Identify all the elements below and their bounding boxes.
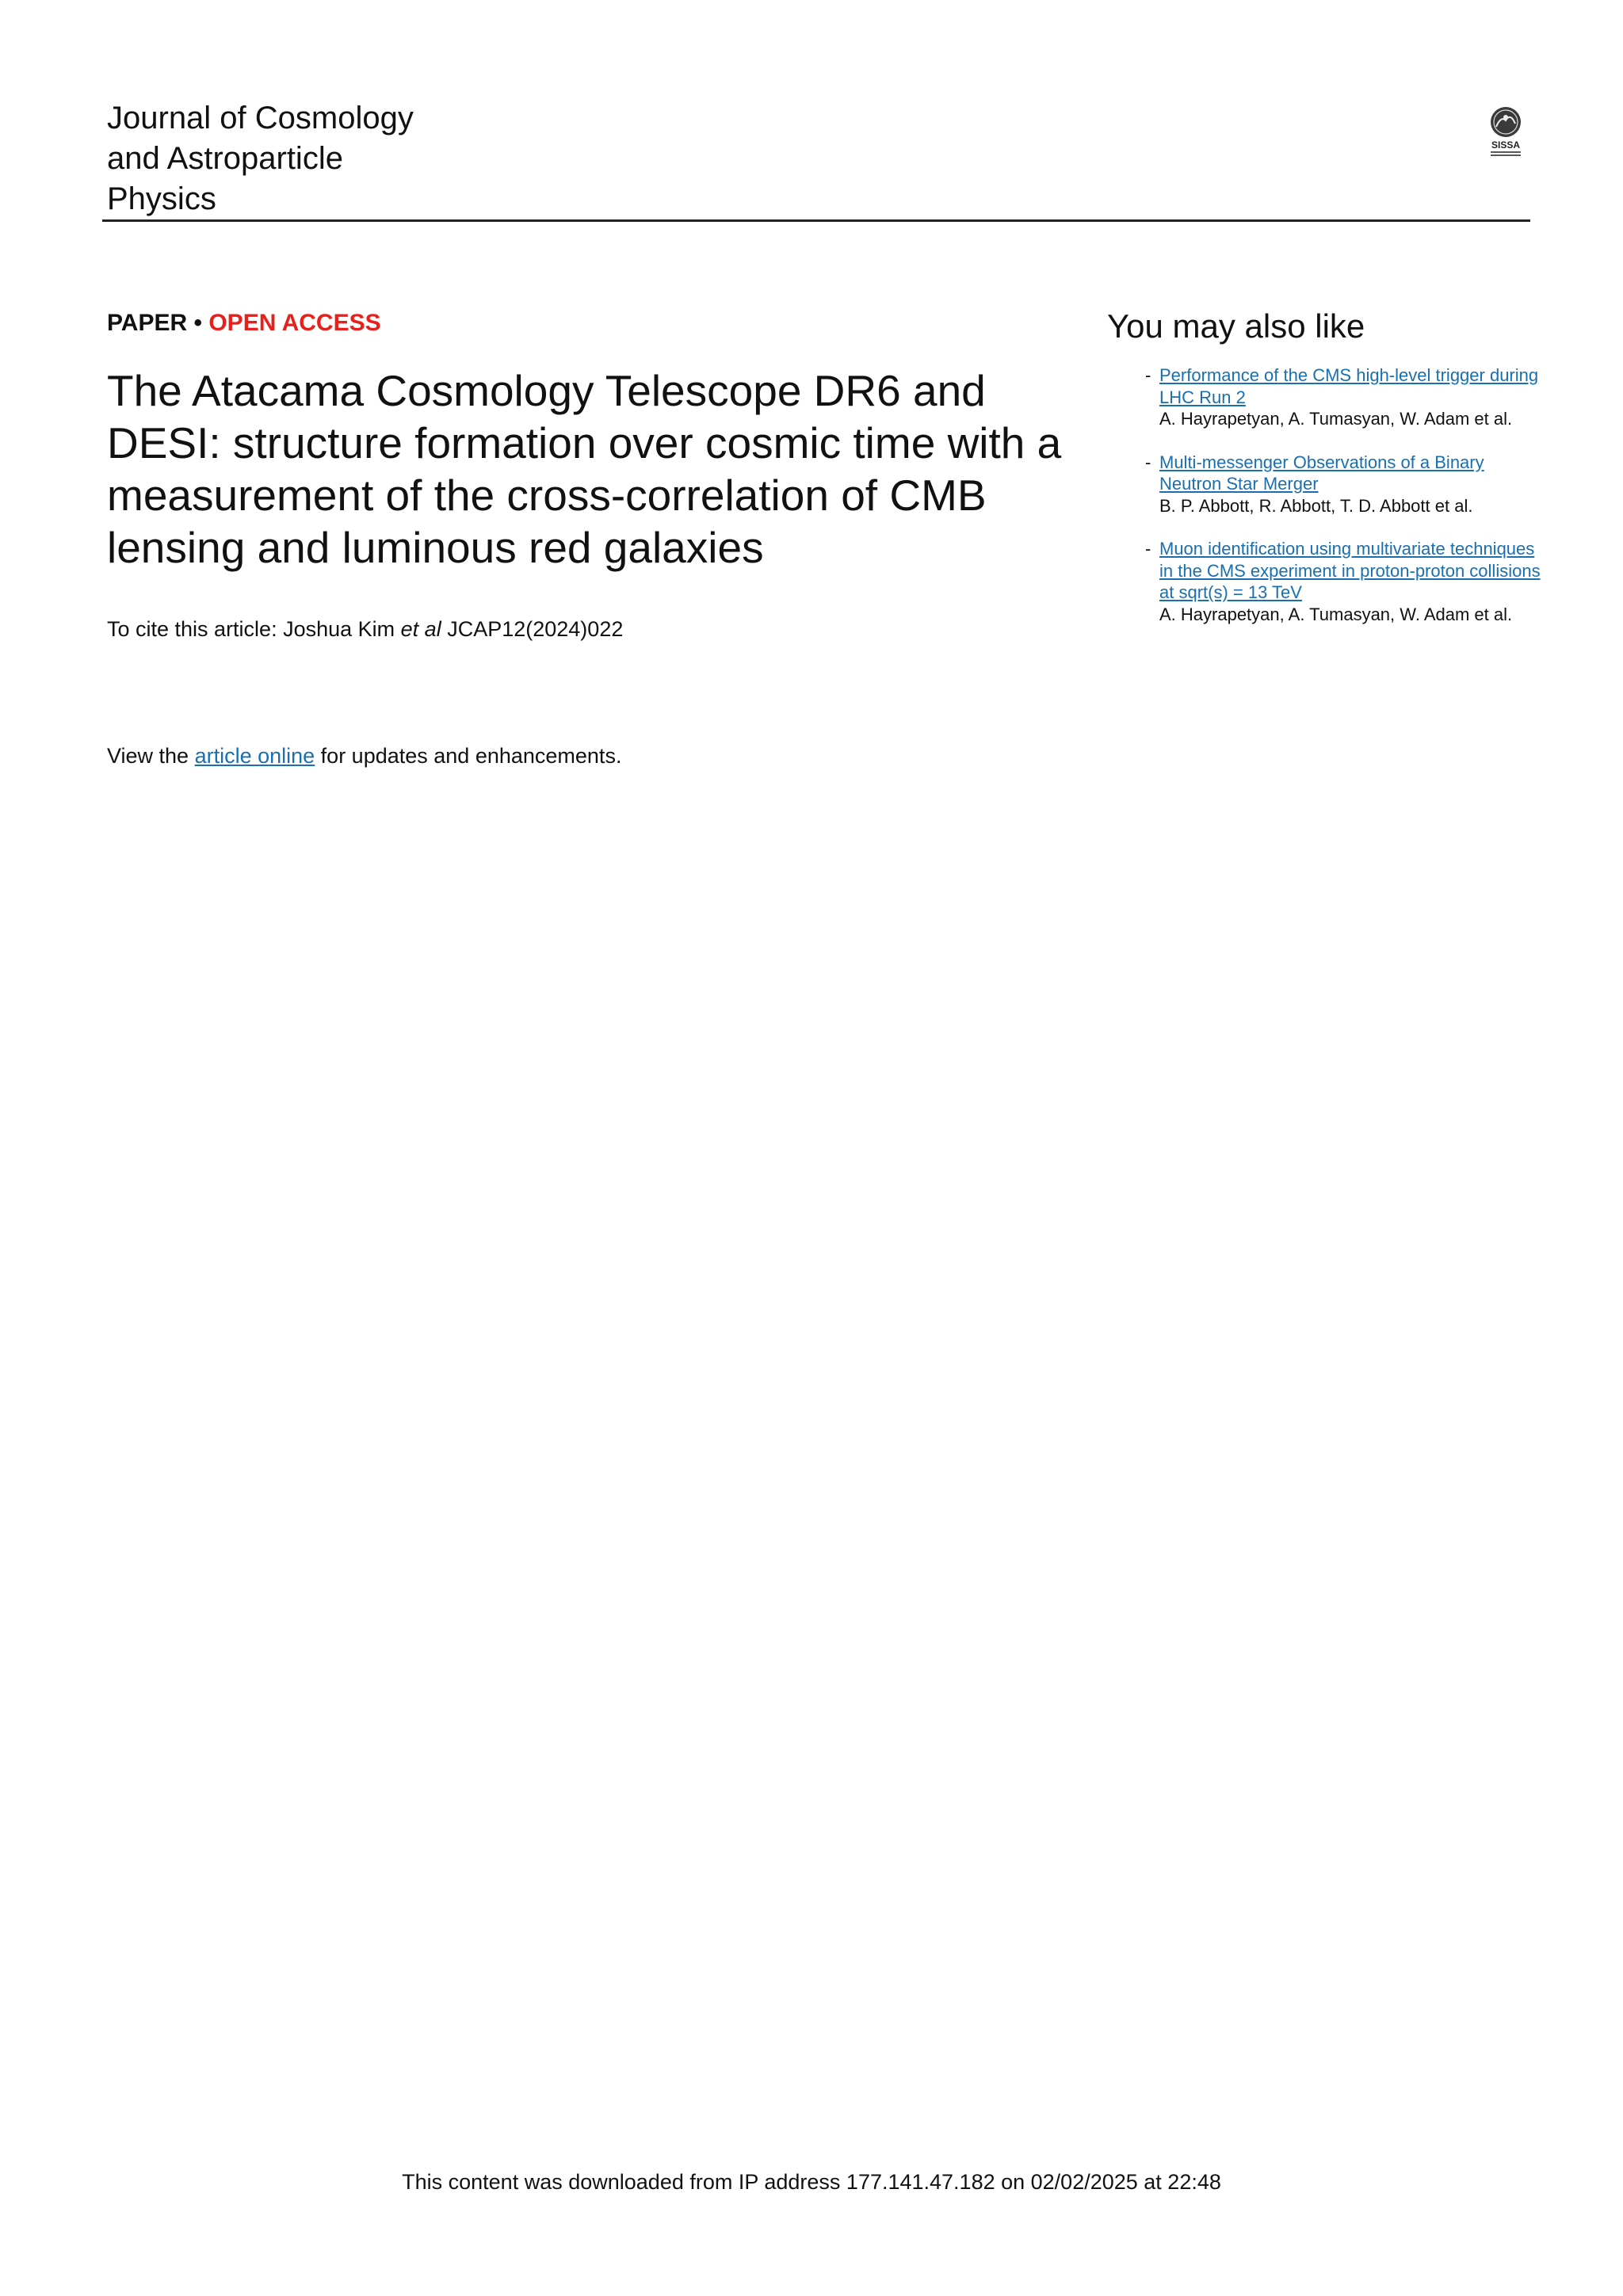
citation-prefix: To cite this article: Joshua Kim bbox=[107, 617, 401, 641]
you-may-also-like-heading: You may also like bbox=[1107, 307, 1365, 345]
paper-type-label bbox=[107, 307, 381, 339]
list-dash: - bbox=[1145, 452, 1151, 472]
list-item bbox=[1145, 538, 1541, 625]
journal-title-line: Journal of Cosmology bbox=[107, 101, 414, 135]
list-item bbox=[1145, 452, 1541, 517]
related-articles-list bbox=[1145, 364, 1541, 646]
open-access-label: OPEN ACCESS bbox=[208, 310, 381, 336]
list-dash: - bbox=[1145, 365, 1151, 385]
view-online-prefix: View the bbox=[107, 744, 195, 768]
related-article-link[interactable]: Muon identification using multivariate techniques in the CMS experiment in proton-proton collisions at sqrt(s) = 13 TeV bbox=[1159, 539, 1541, 602]
citation bbox=[107, 615, 623, 643]
label-separator: • bbox=[193, 310, 202, 336]
sissa-logo-icon bbox=[1487, 105, 1525, 162]
citation-etal: et al bbox=[400, 617, 441, 641]
related-article-link[interactable]: Multi-messenger Observations of a Binary Neutron Star Merger bbox=[1159, 452, 1484, 494]
article-online-link[interactable]: article online bbox=[194, 744, 315, 768]
journal-title-line: and Astroparticle bbox=[107, 141, 343, 176]
journal-title bbox=[107, 98, 519, 219]
view-online-suffix: for updates and enhancements. bbox=[315, 744, 622, 768]
related-article-authors: A. Hayrapetyan, A. Tumasyan, W. Adam et al. bbox=[1159, 409, 1513, 429]
citation-suffix: JCAP12(2024)022 bbox=[441, 617, 624, 641]
related-article-link[interactable]: Performance of the CMS high-level trigger during LHC Run 2 bbox=[1159, 365, 1539, 407]
list-dash: - bbox=[1145, 539, 1151, 559]
sissa-logo-text: SISSA bbox=[1491, 139, 1521, 151]
related-article-authors: B. P. Abbott, R. Abbott, T. D. Abbott et al. bbox=[1159, 495, 1473, 516]
download-note: This content was downloaded from IP address 177.141.47.182 on 02/02/2025 at 22:48 bbox=[402, 2170, 1221, 2194]
list-item bbox=[1145, 364, 1541, 430]
paper-label: PAPER bbox=[107, 310, 188, 336]
view-online-note bbox=[107, 742, 621, 770]
journal-title-line: Physics bbox=[107, 181, 216, 216]
related-article-authors: A. Hayrapetyan, A. Tumasyan, W. Adam et al. bbox=[1159, 604, 1513, 624]
header-divider bbox=[102, 219, 1530, 222]
article-title: The Atacama Cosmology Telescope DR6 and DESI: structure formation over cosmic time with a measurement of the cross-correlation of CMB lensing and luminous red galaxies bbox=[107, 366, 1062, 572]
